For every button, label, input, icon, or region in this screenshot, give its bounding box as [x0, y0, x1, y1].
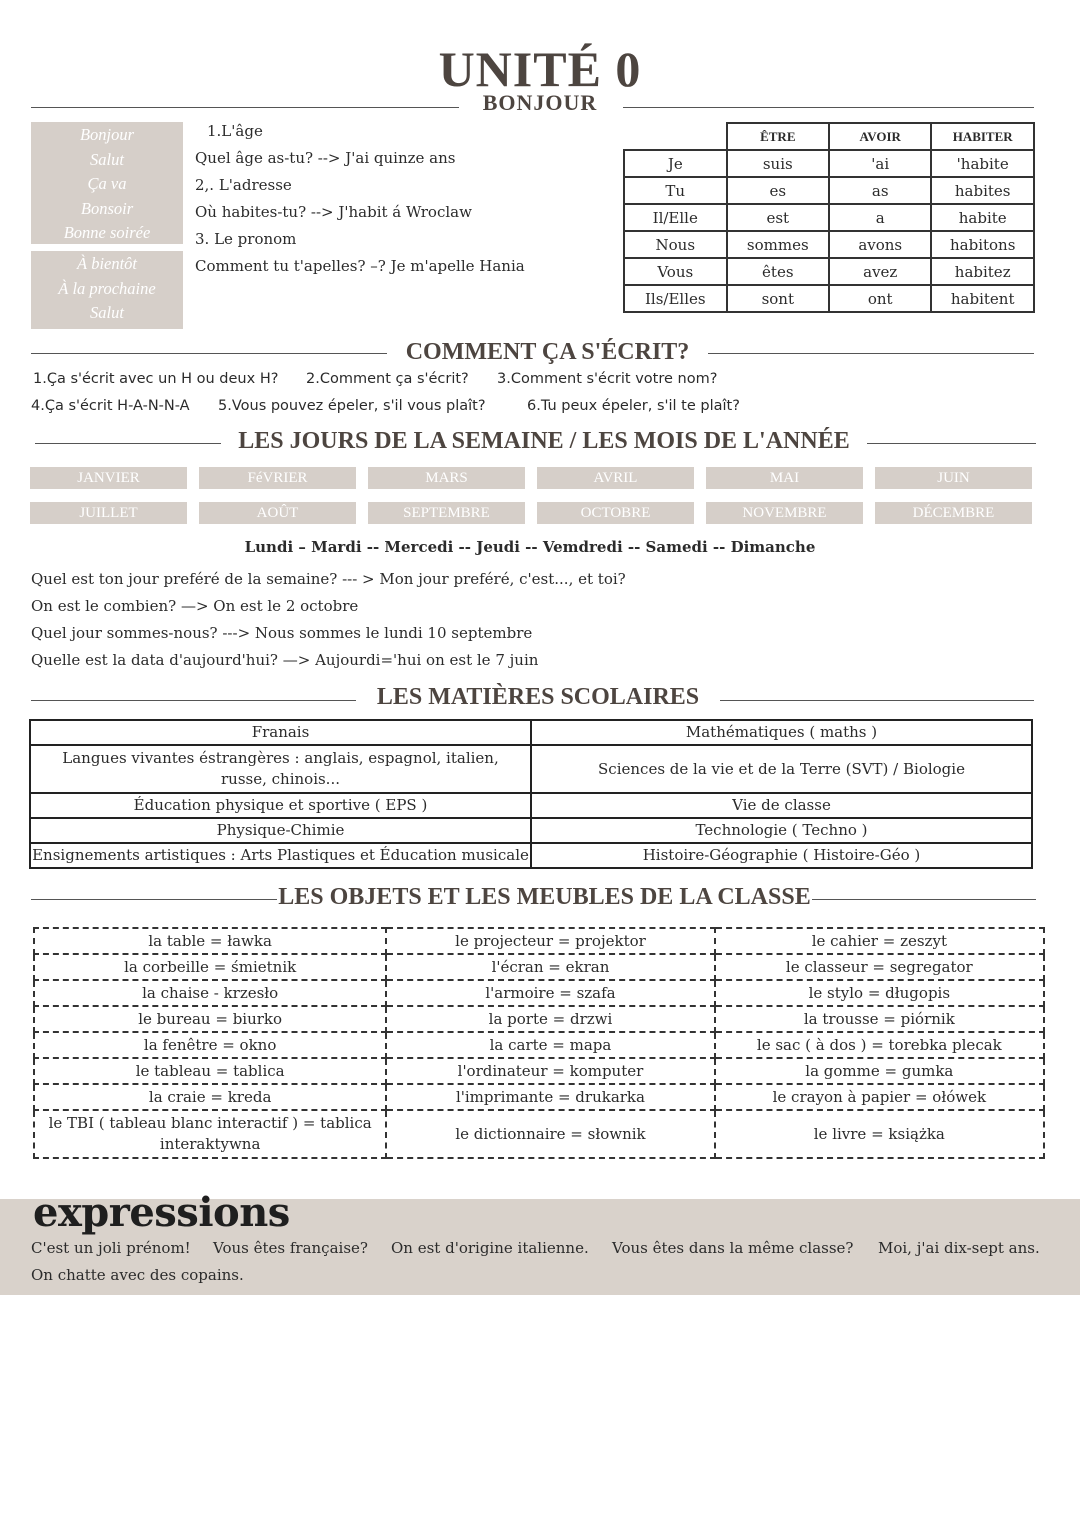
page-subtitle: BONJOUR — [482, 90, 598, 115]
month-chip: JANVIER — [30, 467, 187, 489]
expression: Vous êtes française? — [213, 1239, 368, 1257]
calendar-sentence: Quel est ton jour preféré de la semaine? --- > Mon jour preféré, c'est..., et toi? — [31, 570, 626, 588]
table-row — [624, 150, 1034, 177]
object-cell: le dictionnaire = słownik — [386, 1110, 714, 1158]
verb-cell: ont — [829, 285, 931, 312]
table-row — [624, 285, 1034, 312]
verb-header: ÊTRE — [727, 123, 830, 150]
verb-cell: est — [727, 204, 830, 231]
verb-cell: 'ai — [829, 150, 931, 177]
subject-cell: Vie de classe — [531, 793, 1032, 818]
weekdays-line: Lundi – Mardi -- Mercedi -- Jeudi -- Vemdredi -- Samedi -- Dimanche — [244, 538, 816, 556]
greeting-item: Bonne soirée — [63, 223, 151, 242]
section-rule — [31, 353, 387, 354]
header-rule-right — [623, 107, 1034, 108]
subjects-table — [29, 719, 1033, 869]
page-title: UNITÉ 0 — [438, 41, 642, 97]
verb-header: HABITER — [931, 123, 1034, 150]
table-row — [34, 1084, 1044, 1110]
greetings-hello-box — [31, 122, 183, 244]
object-cell: l'ordinateur = komputer — [386, 1058, 714, 1084]
subject-cell: Mathématiques ( maths ) — [531, 720, 1032, 745]
verb-cell: avez — [829, 258, 931, 285]
table-row — [624, 231, 1034, 258]
verb-cell: suis — [727, 150, 830, 177]
object-cell: la corbeille = śmietnik — [34, 954, 386, 980]
section-rule — [708, 353, 1034, 354]
goodbye-item: À la prochaine — [58, 278, 156, 298]
table-row — [34, 1006, 1044, 1032]
verb-cell: sommes — [727, 231, 830, 258]
table-row — [34, 1110, 1044, 1158]
object-cell: la craie = kreda — [34, 1084, 386, 1110]
expression: Vous êtes dans la même classe? — [612, 1239, 854, 1257]
pronoun-cell: Vous — [624, 258, 727, 285]
month-chip: AOÛT — [199, 502, 356, 524]
pronoun-cell: Ils/Elles — [624, 285, 727, 312]
greeting-item: Bonjour — [79, 125, 135, 144]
expression: Moi, j'ai dix-sept ans. — [878, 1239, 1040, 1257]
verb-header: AVOIR — [829, 123, 931, 150]
object-cell: le stylo = długopis — [715, 980, 1044, 1006]
greeting-item: Bonsoir — [80, 198, 134, 218]
verb-cell: habitons — [931, 231, 1034, 258]
basics-heading: 3. Le pronom — [195, 230, 297, 248]
basics-line: Où habites-tu? --> J'habit á Wroclaw — [195, 203, 472, 221]
goodbye-item: À bientôt — [76, 254, 138, 273]
section-rule — [31, 700, 356, 701]
subject-cell: Langues vivantes éstrangères : anglais, espagnol, italien, russe, chinois... — [30, 745, 531, 793]
month-chip: NOVEMBRE — [706, 502, 863, 524]
objects-title: LES OBJETS ET LES MEUBLES DE LA CLASSE — [278, 884, 811, 910]
subject-cell: Franais — [30, 720, 531, 745]
object-cell: l'armoire = szafa — [386, 980, 714, 1006]
spelling-q: 4.Ça s'écrit H-A-N-N-A — [31, 398, 190, 414]
object-cell: le TBI ( tableau blanc interactif ) = tablica interaktywna — [34, 1110, 386, 1158]
greetings-goodbye-box — [31, 251, 183, 329]
spelling-q: 1.Ça s'écrit avec un H ou deux H? — [33, 371, 279, 387]
table-row — [34, 980, 1044, 1006]
pronoun-cell: Tu — [624, 177, 727, 204]
section-rule — [31, 899, 277, 900]
object-cell: le sac ( à dos ) = torebka plecak — [715, 1032, 1044, 1058]
table-row — [34, 928, 1044, 954]
object-cell: la table = ławka — [34, 928, 386, 954]
object-cell: le projecteur = projektor — [386, 928, 714, 954]
table-row — [34, 1058, 1044, 1084]
table-row — [30, 843, 1032, 868]
spelling-q: 2.Comment ça s'écrit? — [306, 371, 469, 387]
table-row — [34, 1032, 1044, 1058]
pronoun-cell: Il/Elle — [624, 204, 727, 231]
spelling-title: COMMENT ÇA S'ÉCRIT? — [405, 339, 690, 365]
spelling-q: 3.Comment s'écrit votre nom? — [497, 371, 718, 387]
expressions-title: expressions — [33, 1189, 290, 1236]
verb-cell: habites — [931, 177, 1034, 204]
calendar-sentence: Quelle est la data d'aujourd'hui? —> Aujourdi='hui on est le 7 juin — [31, 651, 539, 669]
goodbye-item: Salut — [90, 303, 124, 322]
object-cell: la trousse = piórnik — [715, 1006, 1044, 1032]
section-rule — [867, 443, 1036, 444]
section-rule — [720, 700, 1034, 701]
table-row — [624, 258, 1034, 285]
verb-cell: a — [829, 204, 931, 231]
verb-cell: habitez — [931, 258, 1034, 285]
month-chip: SEPTEMBRE — [368, 502, 525, 524]
verb-cell: 'habite — [931, 150, 1034, 177]
object-cell: le classeur = segregator — [715, 954, 1044, 980]
object-cell: le crayon à papier = ołówek — [715, 1084, 1044, 1110]
basics-line: Comment tu t'apelles? –? Je m'apelle Hania — [195, 257, 525, 275]
month-chip: OCTOBRE — [537, 502, 694, 524]
expression: C'est un joli prénom! — [31, 1239, 191, 1257]
header-rule-left — [31, 107, 459, 108]
basics-heading: 2,. L'adresse — [195, 176, 292, 194]
verb-cell: avons — [829, 231, 931, 258]
subject-cell: Sciences de la vie et de la Terre (SVT) / Biologie — [531, 745, 1032, 793]
subject-cell: Ensignements artistiques : Arts Plastiques et Éducation musicale — [30, 843, 531, 868]
verb-table — [623, 122, 1035, 313]
pronoun-cell: Nous — [624, 231, 727, 258]
spelling-q: 6.Tu peux épeler, s'il te plaît? — [527, 398, 740, 414]
table-row — [30, 745, 1032, 793]
objects-table — [33, 927, 1045, 1159]
object-cell: le cahier = zeszyt — [715, 928, 1044, 954]
table-row — [624, 204, 1034, 231]
table-row — [624, 177, 1034, 204]
object-cell: le livre = książka — [715, 1110, 1044, 1158]
calendar-sentence: On est le combien? —> On est le 2 octobre — [31, 597, 359, 615]
section-rule — [812, 899, 1036, 900]
subjects-title: LES MATIÈRES SCOLAIRES — [376, 684, 700, 710]
calendar-sentence: Quel jour sommes-nous? ---> Nous sommes le lundi 10 septembre — [31, 624, 533, 642]
object-cell: le tableau = tablica — [34, 1058, 386, 1084]
basics-heading: 1.L'âge — [207, 122, 263, 140]
month-chip: MARS — [368, 467, 525, 489]
expression: On est d'origine italienne. — [391, 1239, 589, 1257]
month-chip: FéVRIER — [199, 467, 356, 489]
subject-cell: Histoire-Géographie ( Histoire-Géo ) — [531, 843, 1032, 868]
month-chip: AVRIL — [537, 467, 694, 489]
object-cell: la gomme = gumka — [715, 1058, 1044, 1084]
verb-cell: habitent — [931, 285, 1034, 312]
greeting-item: Ça va — [87, 174, 127, 193]
verb-cell: êtes — [727, 258, 830, 285]
table-row — [30, 793, 1032, 818]
subject-cell: Physique-Chimie — [30, 818, 531, 843]
object-cell: la chaise - krzesło — [34, 980, 386, 1006]
verb-table-corner — [624, 123, 727, 150]
subject-cell: Éducation physique et sportive ( EPS ) — [30, 793, 531, 818]
object-cell: le bureau = biurko — [34, 1006, 386, 1032]
verb-cell: as — [829, 177, 931, 204]
table-row — [30, 720, 1032, 745]
object-cell: l'imprimante = drukarka — [386, 1084, 714, 1110]
object-cell: la porte = drzwi — [386, 1006, 714, 1032]
table-row — [30, 818, 1032, 843]
table-row — [34, 954, 1044, 980]
object-cell: la fenêtre = okno — [34, 1032, 386, 1058]
month-chip: JUILLET — [30, 502, 187, 524]
object-cell: la carte = mapa — [386, 1032, 714, 1058]
subject-cell: Technologie ( Techno ) — [531, 818, 1032, 843]
basics-list — [195, 118, 525, 280]
month-chip: JUIN — [875, 467, 1032, 489]
verb-cell: sont — [727, 285, 830, 312]
object-cell: l'écran = ekran — [386, 954, 714, 980]
basics-line: Quel âge as-tu? --> J'ai quinze ans — [195, 149, 456, 167]
verb-cell: es — [727, 177, 830, 204]
greeting-item: Salut — [90, 149, 124, 169]
pronoun-cell: Je — [624, 150, 727, 177]
month-chip: MAI — [706, 467, 863, 489]
expression: On chatte avec des copains. — [31, 1266, 244, 1284]
spelling-q: 5.Vous pouvez épeler, s'il vous plaît? — [218, 398, 486, 414]
calendar-title: LES JOURS DE LA SEMAINE / LES MOIS DE L'ANNÉE — [238, 428, 850, 454]
verb-cell: habite — [931, 204, 1034, 231]
section-rule — [35, 443, 221, 444]
month-chip: DÉCEMBRE — [875, 502, 1032, 524]
